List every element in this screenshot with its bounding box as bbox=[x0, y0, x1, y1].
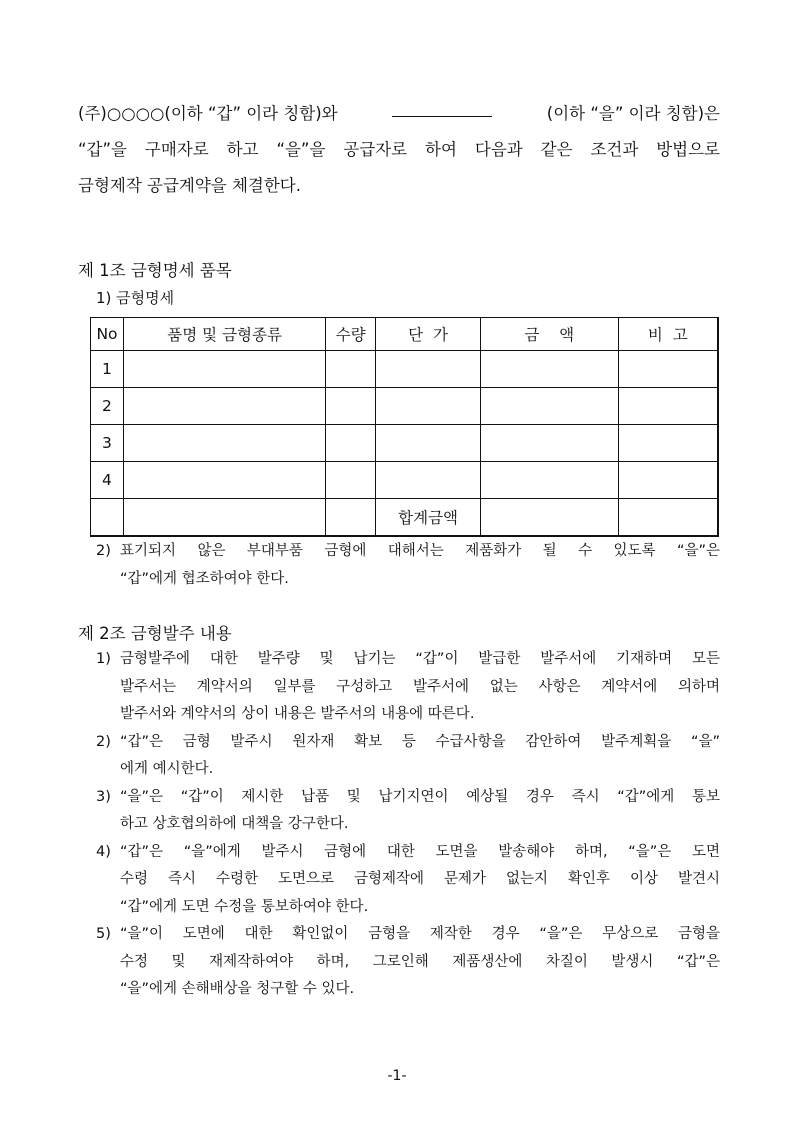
col-header-no: No bbox=[91, 318, 124, 351]
intro-line-1 bbox=[78, 96, 720, 132]
item-line: “을”에게 손해배상을 청구할 수 있다. bbox=[120, 981, 355, 997]
item-line: 표기되지 않은 부대부품 금형에 대해서는 제품화가 될 수 있도록 “을”은 bbox=[120, 543, 720, 559]
col-header-amount: 금 액 bbox=[480, 318, 618, 351]
contract-intro bbox=[78, 96, 720, 204]
qty-cell[interactable] bbox=[326, 462, 376, 499]
total-amount-cell[interactable] bbox=[480, 499, 618, 537]
item-line: “갑”에게 협조하여야 한다. bbox=[120, 570, 289, 587]
list-item bbox=[96, 538, 720, 593]
remarks-cell[interactable] bbox=[618, 388, 718, 425]
unit-price-cell[interactable] bbox=[376, 388, 481, 425]
item-number: 5) bbox=[96, 926, 111, 942]
amount-cell[interactable] bbox=[480, 388, 618, 425]
list-item bbox=[96, 784, 720, 839]
item-body bbox=[120, 784, 720, 839]
total-blank bbox=[326, 499, 376, 537]
list-item bbox=[96, 646, 720, 729]
remarks-cell[interactable] bbox=[618, 351, 718, 388]
col-header-item: 품명 및 금형종류 bbox=[123, 318, 325, 351]
qty-cell[interactable] bbox=[326, 388, 376, 425]
item-cell[interactable] bbox=[123, 462, 325, 499]
item-body bbox=[120, 839, 720, 922]
intro-party-a: (주)○○○○(이하 “갑” 이라 칭함)와 bbox=[78, 104, 338, 123]
intro-party-b: (이하 “을” 이라 칭함)은 bbox=[546, 104, 720, 123]
intro-line-3-text: 금형제작 공급계약을 체결한다. bbox=[78, 176, 301, 195]
item-line: “갑”은 “을”에게 발주시 금형에 대한 도면을 발송해야 하며, “을”은 도면 bbox=[120, 843, 720, 860]
item-line: “갑”은 금형 발주시 원자재 확보 등 수급사항을 감안하여 발주계획을 “을” bbox=[120, 733, 720, 750]
item-line: 금형발주에 대한 발주량 및 납기는 “갑”이 발급한 발주서에 기재하며 모든 bbox=[120, 651, 720, 667]
table-row bbox=[91, 425, 719, 462]
total-row bbox=[91, 499, 719, 537]
item-line: 발주서와 계약서의 상이 내용은 발주서의 내용에 따른다. bbox=[120, 706, 475, 722]
item-body bbox=[120, 729, 720, 784]
item-cell[interactable] bbox=[123, 351, 325, 388]
row-number: 1 bbox=[91, 351, 124, 388]
article-1-item-2 bbox=[96, 538, 720, 593]
item-number: 2) bbox=[96, 543, 111, 559]
page-number: -1- bbox=[387, 1068, 407, 1084]
row-number: 4 bbox=[91, 462, 124, 499]
item-cell[interactable] bbox=[123, 388, 325, 425]
amount-cell[interactable] bbox=[480, 425, 618, 462]
item-line: 하고 상호협의하에 대책을 강구한다. bbox=[120, 816, 349, 832]
item-line: 발주서는 계약서의 일부를 구성하고 발주서에 없는 사항은 계약서에 의하며 bbox=[120, 678, 720, 695]
article-1-sub-1: 1) 금형명세 bbox=[96, 289, 175, 307]
col-header-unit-price: 단 가 bbox=[376, 318, 481, 351]
total-remarks-cell[interactable] bbox=[618, 499, 718, 537]
mold-spec-table bbox=[90, 317, 719, 537]
item-cell[interactable] bbox=[123, 425, 325, 462]
unit-price-cell[interactable] bbox=[376, 462, 481, 499]
item-body bbox=[120, 921, 720, 1004]
row-number: 2 bbox=[91, 388, 124, 425]
remarks-cell[interactable] bbox=[618, 425, 718, 462]
item-line: “을”이 도면에 대한 확인없이 금형을 제작한 경우 “을”은 무상으로 금형을 bbox=[120, 926, 720, 942]
article-1-title: 제 1조 금형명세 품목 bbox=[78, 261, 232, 280]
qty-cell[interactable] bbox=[326, 425, 376, 462]
item-line: 수령 즉시 수령한 도면으로 금형제작에 문제가 없는지 확인후 이상 발견시 bbox=[120, 871, 720, 887]
table-row bbox=[91, 388, 719, 425]
item-number: 4) bbox=[96, 843, 111, 860]
amount-cell[interactable] bbox=[480, 462, 618, 499]
list-item bbox=[96, 921, 720, 1004]
item-body bbox=[120, 646, 720, 729]
item-number: 1) bbox=[96, 651, 111, 667]
total-blank bbox=[91, 499, 124, 537]
amount-cell[interactable] bbox=[480, 351, 618, 388]
intro-line-2-text: “갑”을 구매자로 하고 “을”을 공급자로 하여 다음과 같은 조건과 방법으로 bbox=[78, 140, 720, 159]
item-line: “갑”에게 도면 수정을 통보하여야 한다. bbox=[120, 898, 369, 915]
intro-line-3 bbox=[78, 168, 720, 204]
col-header-qty: 수량 bbox=[326, 318, 376, 351]
table-row bbox=[91, 462, 719, 499]
item-body bbox=[120, 538, 720, 593]
item-line: 수정 및 재제작하여야 하며, 그로인해 제품생산에 차질이 발생시 “갑”은 bbox=[120, 953, 720, 970]
table-row bbox=[91, 351, 719, 388]
supplier-name-blank[interactable] bbox=[392, 96, 492, 117]
list-item bbox=[96, 729, 720, 784]
total-label: 합계금액 bbox=[376, 499, 481, 537]
list-item bbox=[96, 839, 720, 922]
item-line: “을”은 “갑”이 제시한 납품 및 납기지연이 예상될 경우 즉시 “갑”에게 통보 bbox=[120, 788, 720, 805]
article-2-items bbox=[96, 646, 720, 1004]
item-number: 2) bbox=[96, 733, 111, 750]
remarks-cell[interactable] bbox=[618, 462, 718, 499]
total-blank bbox=[123, 499, 325, 537]
item-number: 3) bbox=[96, 788, 111, 805]
intro-line-2 bbox=[78, 132, 720, 168]
item-line: 에게 예시한다. bbox=[120, 761, 214, 777]
qty-cell[interactable] bbox=[326, 351, 376, 388]
article-2-title: 제 2조 금형발주 내용 bbox=[78, 624, 232, 643]
row-number: 3 bbox=[91, 425, 124, 462]
unit-price-cell[interactable] bbox=[376, 351, 481, 388]
table-header-row bbox=[91, 318, 719, 351]
unit-price-cell[interactable] bbox=[376, 425, 481, 462]
col-header-remarks: 비 고 bbox=[618, 318, 718, 351]
